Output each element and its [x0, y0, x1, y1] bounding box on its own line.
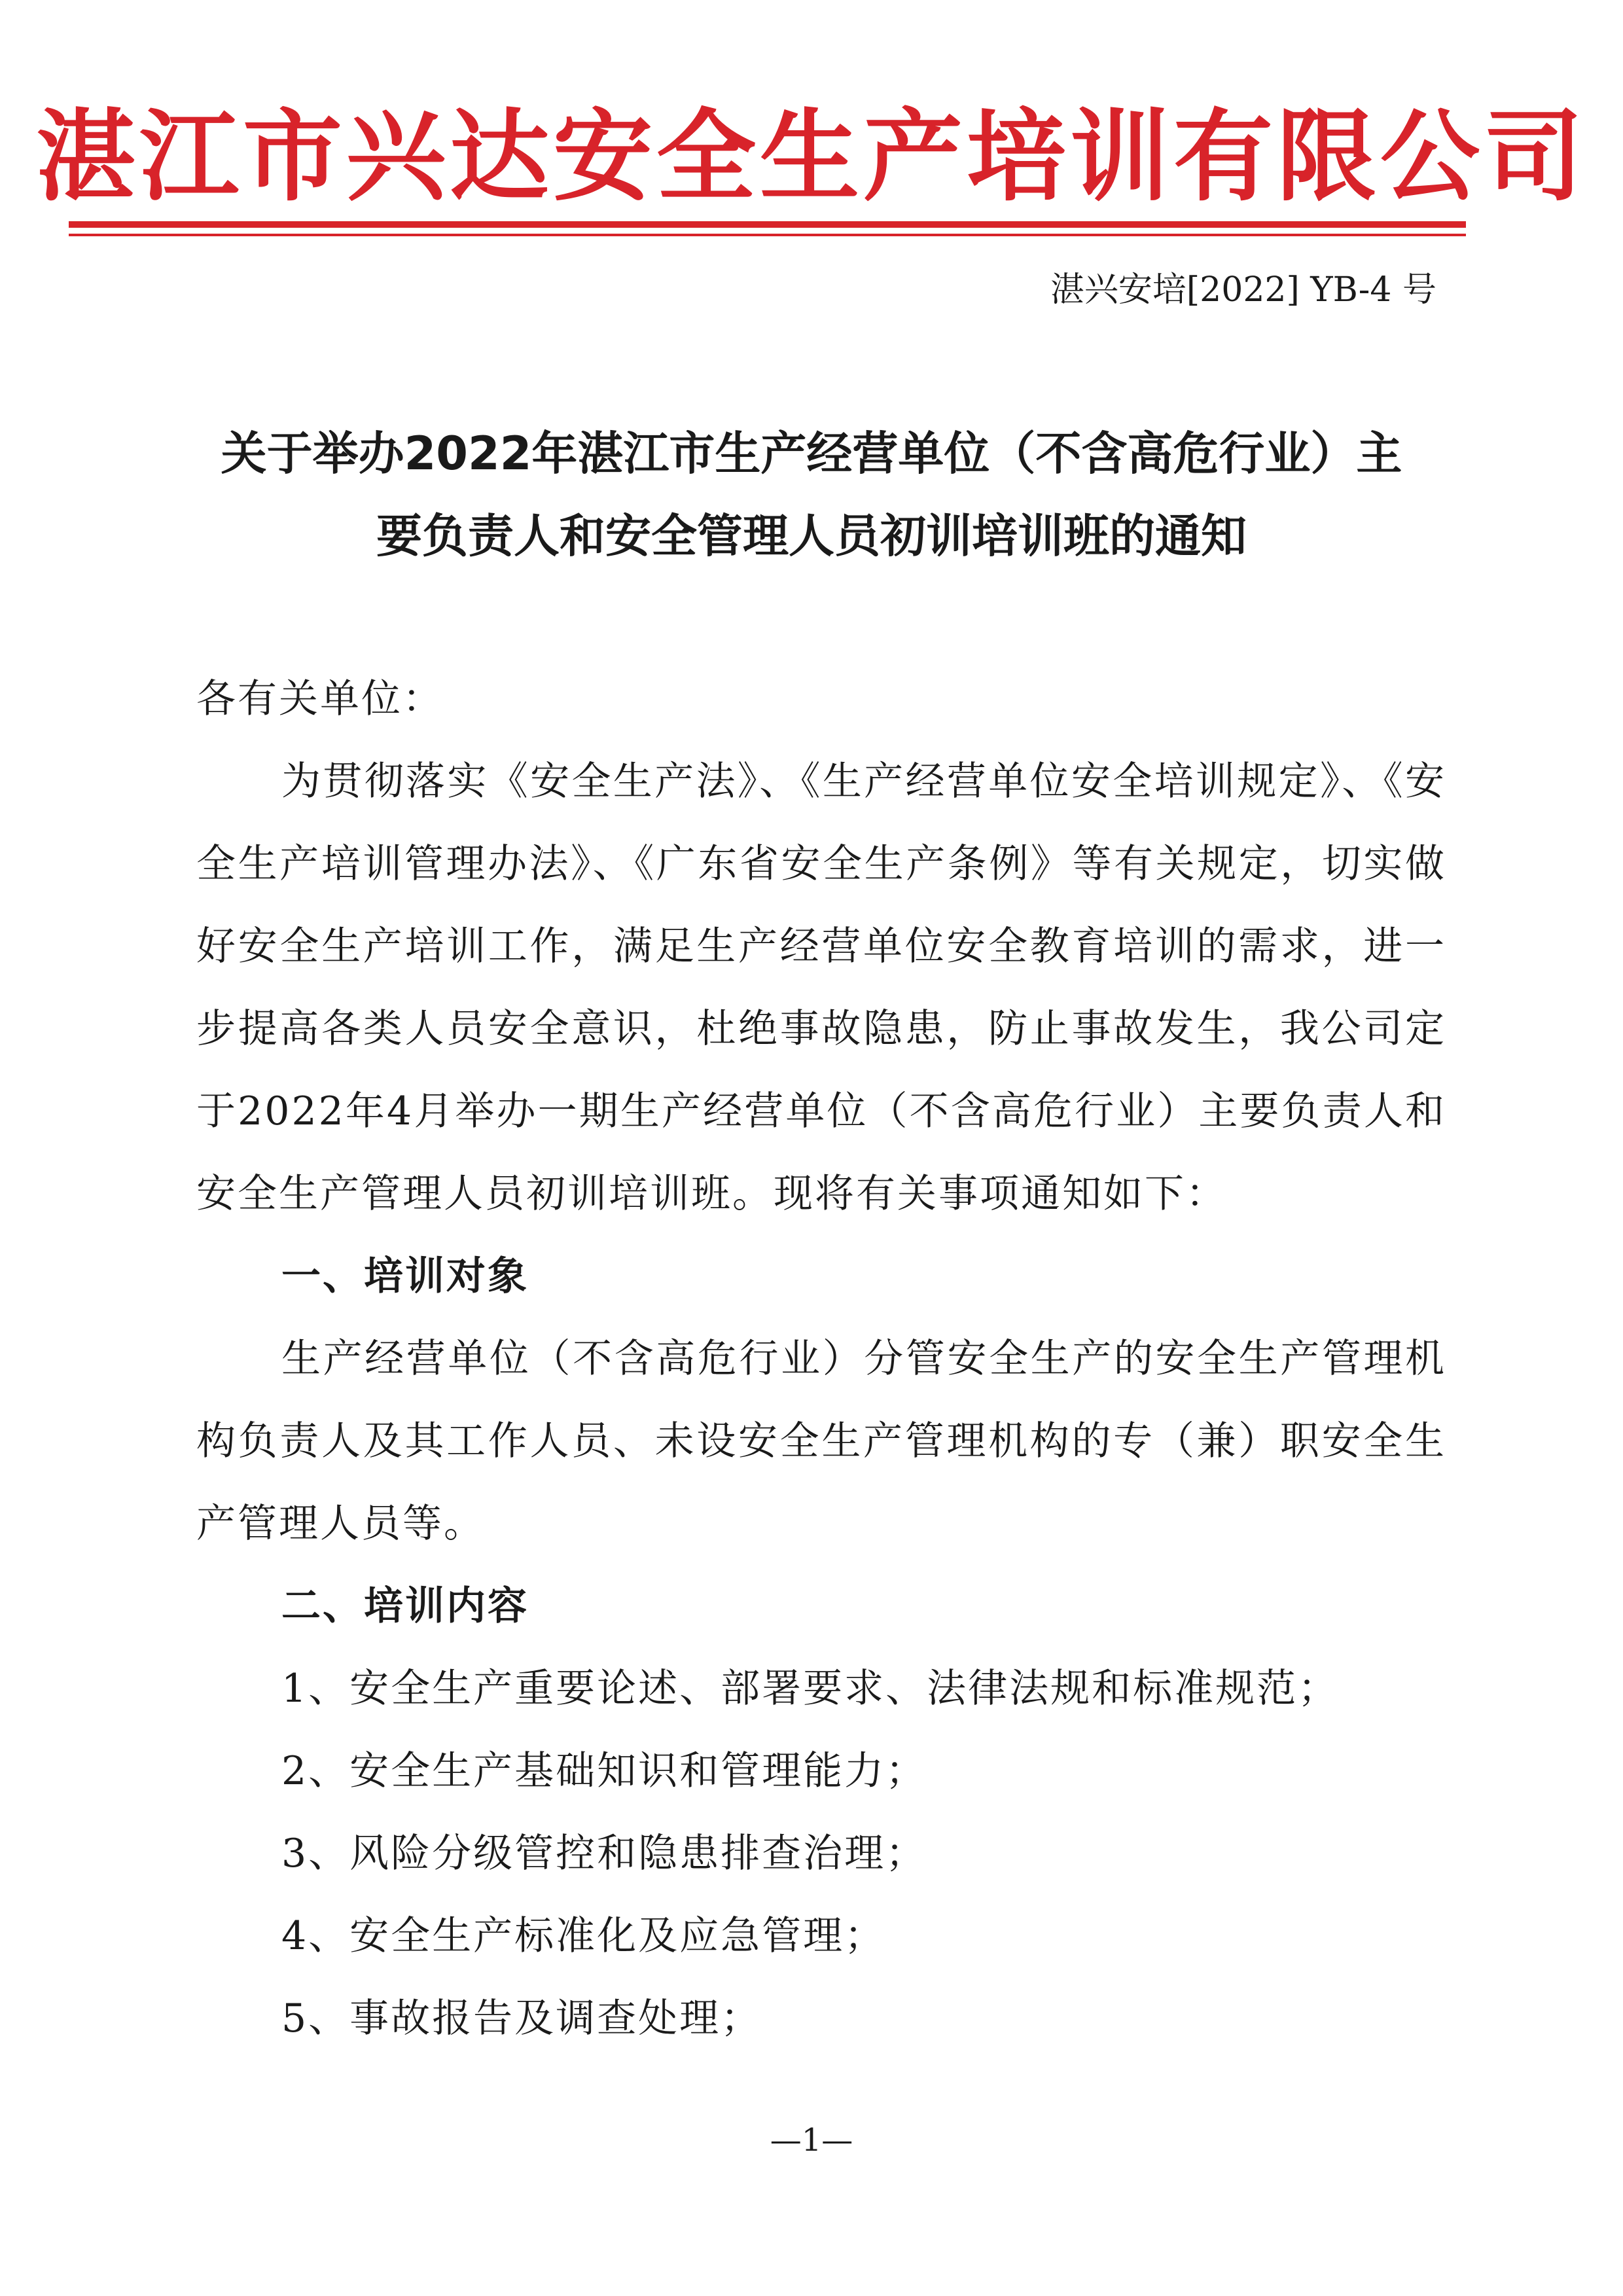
notice-title-line-1: 关于举办2022年湛江市生产经营单位（不含高危行业）主 — [221, 427, 1402, 480]
notice-body — [196, 658, 1446, 2060]
section-heading-training-content: 二、培训内容 — [281, 1583, 529, 1629]
page-number: —1— — [770, 2122, 853, 2159]
salutation: 各有关单位： — [196, 676, 444, 722]
content-list-item: 5、事故报告及调查处理； — [281, 1996, 762, 2041]
letterhead-red-rule-thin — [69, 234, 1466, 236]
notice-title-line-2: 要负责人和安全管理人员初训培训班的通知 — [376, 509, 1247, 563]
letterhead-company-name: 湛江市兴达安全生产培训有限公司 — [36, 99, 1587, 215]
intro-paragraph: 为贯彻落实《安全生产法》、《生产经营单位安全培训规定》、《安全生产培训管理办法》、《广东省安全生产条例》等有关规定，切实做好安全生产培训工作，满足生产经营单位安全教育培训的需求，进一步提高各类人员安全意识，杜绝事故隐患，防止事故发生，我公司定于2022年4月举办一期生产经营单位（不含高危行业）主要负责人和安全生产管理人员初训培训班。现将有关事项通知如下： — [196, 759, 1446, 1217]
notice-title — [170, 412, 1453, 577]
content-list-item: 2、安全生产基础知识和管理能力； — [281, 1748, 927, 1794]
content-list-item: 3、风险分级管控和隐患排查治理； — [281, 1831, 927, 1876]
letterhead-red-rule — [69, 221, 1466, 228]
content-list-item: 4、安全生产标准化及应急管理； — [281, 1913, 886, 1959]
section-text-training-target: 生产经营单位（不含高危行业）分管安全生产的安全生产管理机构负责人及其工作人员、未设安全生产管理机构的专（兼）职安全生产管理人员等。 — [196, 1336, 1446, 1547]
document-number: 湛兴安培[2022] YB-4 号 — [1050, 270, 1436, 310]
section-heading-training-target: 一、培训对象 — [281, 1253, 529, 1299]
content-list-item: 1、安全生产重要论述、部署要求、法律法规和标准规范； — [281, 1666, 1340, 1712]
